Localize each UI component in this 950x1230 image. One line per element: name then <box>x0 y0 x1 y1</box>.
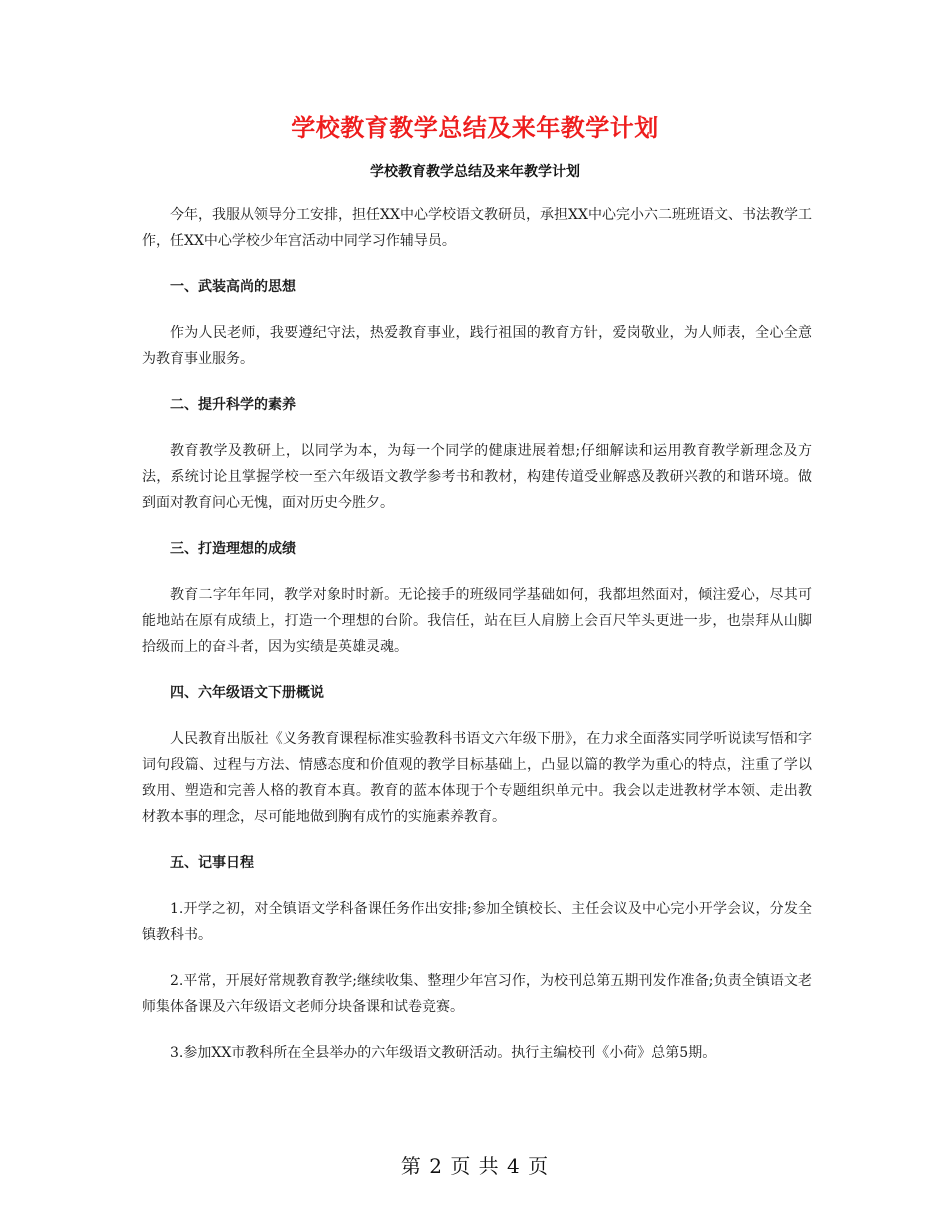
document-title: 学校教育教学总结及来年教学计划 <box>291 114 659 142</box>
section-4-paragraph-1: 人民教育出版社《义务教育课程标准实验教科书语文六年级下册》，在力求全面落实同学听说读写悟和字词句段篇、过程与方法、情感态度和价值观的教学目标基础上，凸显以篇的教学为重心的特点，注重了学以致用、塑造和完善人格的教育本真。教育的蓝本体现于个专题组织单元中。我会以走进教材学本领、走出教材教本事的理念，尽可能地做到胸有成竹的实施素养教育。 <box>142 731 812 825</box>
document-body <box>142 202 812 1086</box>
intro-paragraph: 今年，我服从领导分工安排，担任XX中心学校语文教研员，承担XX中心完小六二班班语文、书法教学工作，任XX中心学校少年宫活动中同学习作辅导员。 <box>142 207 812 249</box>
section-heading-3: 三、打造理想的成绩 <box>170 541 296 557</box>
section-1-paragraph-1: 作为人民老师，我要遵纪守法，热爱教育事业，践行祖国的教育方针，爱岗敬业，为人师表，全心全意为教育事业服务。 <box>142 325 812 367</box>
section-heading-2: 二、提升科学的素养 <box>170 397 296 413</box>
page-number: 第 2 页 共 4 页 <box>400 1154 550 1178</box>
section-3-paragraph-1: 教育二字年年同，教学对象时时新。无论接手的班级同学基础如何，我都坦然面对，倾注爱心，尽其可能地站在原有成绩上，打造一个理想的台阶。我信任，站在巨人肩膀上会百尺竿头更进一步，也崇拜从山脚拾级而上的奋斗者，因为实绩是英雄灵魂。 <box>142 587 812 655</box>
document-subtitle: 学校教育教学总结及来年教学计划 <box>370 164 580 180</box>
schedule-item-2: 2.平常，开展好常规教育教学;继续收集、整理少年宫习作，为校刊总第五期刊发作准备;负责全镇语文老师集体备课及六年级语文老师分块备课和试卷竞赛。 <box>142 973 812 1015</box>
section-heading-1: 一、武装高尚的思想 <box>170 279 296 295</box>
section-2-paragraph-1: 教育教学及教研上，以同学为本，为每一个同学的健康进展着想;仔细解读和运用教育教学新理念及方法，系统讨论且掌握学校一至六年级语文教学参考书和教材，构建传道受业解惑及教研兴教的和谐环境。做到面对教育问心无愧，面对历史今胜夕。 <box>142 443 812 511</box>
schedule-item-1: 1.开学之初，对全镇语文学科备课任务作出安排;参加全镇校长、主任会议及中心完小开学会议，分发全镇教科书。 <box>142 901 812 943</box>
section-heading-5: 五、记事日程 <box>170 855 254 871</box>
section-heading-4: 四、六年级语文下册概说 <box>170 685 324 701</box>
schedule-item-3: 3.参加XX市教科所在全县举办的六年级语文教研活动。执行主编校刊《小荷》总第5期。 <box>170 1045 717 1061</box>
